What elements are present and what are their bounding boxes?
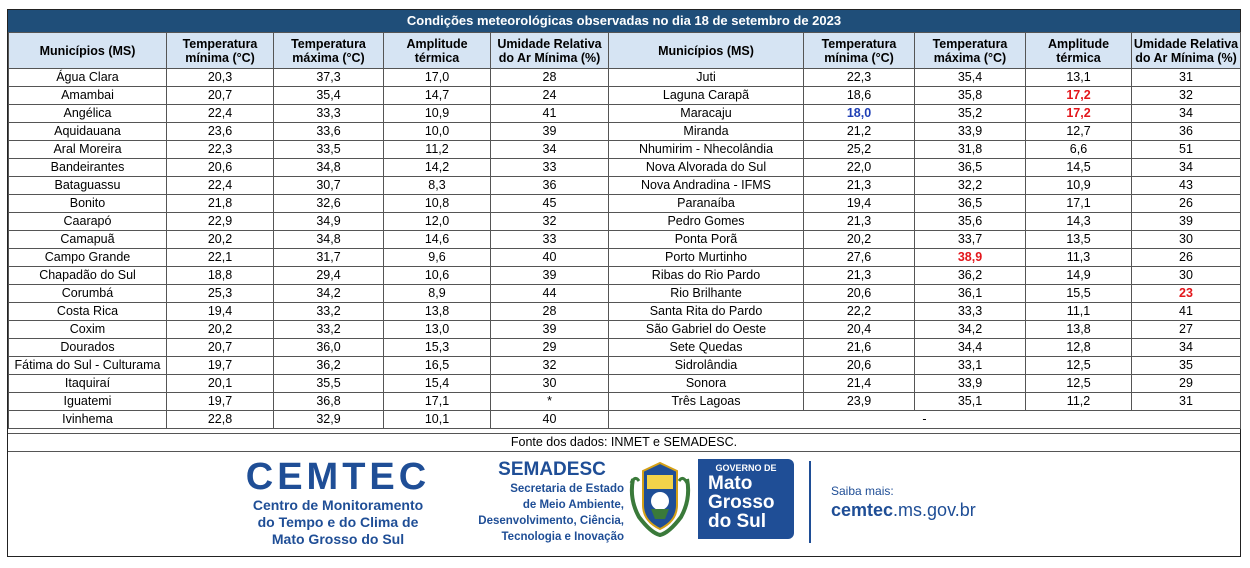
left-tmax-cell: 33,2: [274, 321, 384, 339]
right-tmax-cell: 38,9: [915, 249, 1026, 267]
semadesc-line1: Secretaria de Estado: [510, 483, 624, 495]
right-umidade-cell: 32: [1132, 87, 1241, 105]
table-row: [9, 357, 1241, 375]
governo-line2: Grosso: [708, 492, 775, 513]
left-municipio-cell: Aral Moreira: [9, 141, 167, 159]
right-municipio-cell: Três Lagoas: [609, 393, 804, 411]
right-tmin-cell: 19,4: [804, 195, 915, 213]
weather-table: [8, 32, 1241, 429]
governo-ms-logo: [698, 459, 794, 539]
right-tmin-cell: 23,9: [804, 393, 915, 411]
left-amplitude-cell: 13,8: [384, 303, 491, 321]
right-amplitude-cell: 13,8: [1026, 321, 1132, 339]
left-tmax-cell: 33,2: [274, 303, 384, 321]
left-municipio-cell: Dourados: [9, 339, 167, 357]
left-tmax-cell: 34,9: [274, 213, 384, 231]
right-tmin-cell: 21,2: [804, 123, 915, 141]
left-municipio-cell: Ivinhema: [9, 411, 167, 429]
right-municipio-cell: Pedro Gomes: [609, 213, 804, 231]
left-tmin-cell: 19,7: [167, 357, 274, 375]
right-municipio-cell: Nova Andradina - IFMS: [609, 177, 804, 195]
table-row: [9, 141, 1241, 159]
left-tmin-cell: 22,3: [167, 141, 274, 159]
right-umidade-cell: 29: [1132, 375, 1241, 393]
cemtec-logo-block: [238, 457, 438, 548]
cemtec-logo: CEMTEC: [245, 456, 431, 498]
left-tmin-cell: 20,2: [167, 321, 274, 339]
state-crest-icon: [625, 459, 695, 537]
left-municipio-cell: Angélica: [9, 105, 167, 123]
left-amplitude-cell: 11,2: [384, 141, 491, 159]
semadesc-line3: Desenvolvimento, Ciência,: [478, 515, 624, 527]
left-amplitude-cell: 10,9: [384, 105, 491, 123]
right-municipio-cell: Porto Murtinho: [609, 249, 804, 267]
right-municipio-cell: Rio Brilhante: [609, 285, 804, 303]
right-amplitude-cell: 14,9: [1026, 267, 1132, 285]
left-amplitude-cell: 15,4: [384, 375, 491, 393]
left-tmin-cell: 25,3: [167, 285, 274, 303]
left-municipio-cell: Fátima do Sul - Culturama: [9, 357, 167, 375]
report-title: Condições meteorológicas observadas no dia 18 de setembro de 2023: [8, 10, 1240, 32]
report-frame: [7, 9, 1241, 557]
left-tmin-cell: 19,7: [167, 393, 274, 411]
left-amplitude-cell: 12,0: [384, 213, 491, 231]
right-amplitude-cell: 12,5: [1026, 375, 1132, 393]
header-tmax-right: Temperatura máxima (°C): [915, 33, 1026, 69]
right-municipio-cell: Santa Rita do Pardo: [609, 303, 804, 321]
right-umidade-cell: 26: [1132, 249, 1241, 267]
left-tmin-cell: 22,8: [167, 411, 274, 429]
right-tmin-cell: 20,6: [804, 357, 915, 375]
left-tmin-cell: 23,6: [167, 123, 274, 141]
left-municipio-cell: Costa Rica: [9, 303, 167, 321]
left-umidade-cell: 33: [491, 231, 609, 249]
right-empty-cell: -: [609, 411, 1241, 429]
right-tmax-cell: 36,5: [915, 159, 1026, 177]
left-umidade-cell: 29: [491, 339, 609, 357]
left-municipio-cell: Caarapó: [9, 213, 167, 231]
left-tmin-cell: 20,1: [167, 375, 274, 393]
right-amplitude-cell: 11,2: [1026, 393, 1132, 411]
left-umidade-cell: 41: [491, 105, 609, 123]
table-row: [9, 249, 1241, 267]
left-umidade-cell: 28: [491, 303, 609, 321]
left-tmax-cell: 34,8: [274, 231, 384, 249]
table-row: [9, 159, 1241, 177]
left-amplitude-cell: 8,3: [384, 177, 491, 195]
left-umidade-cell: 34: [491, 141, 609, 159]
left-tmax-cell: 35,4: [274, 87, 384, 105]
left-municipio-cell: Iguatemi: [9, 393, 167, 411]
left-tmax-cell: 30,7: [274, 177, 384, 195]
left-municipio-cell: Água Clara: [9, 69, 167, 87]
right-umidade-cell: 41: [1132, 303, 1241, 321]
table-row: [9, 411, 1241, 429]
left-umidade-cell: 24: [491, 87, 609, 105]
left-municipio-cell: Bonito: [9, 195, 167, 213]
data-source: Fonte dos dados: INMET e SEMADESC.: [8, 433, 1240, 452]
left-tmin-cell: 22,4: [167, 105, 274, 123]
right-municipio-cell: Nova Alvorada do Sul: [609, 159, 804, 177]
right-tmin-cell: 18,0: [804, 105, 915, 123]
left-umidade-cell: 32: [491, 357, 609, 375]
left-tmax-cell: 34,2: [274, 285, 384, 303]
table-row: [9, 321, 1241, 339]
right-umidade-cell: 23: [1132, 285, 1241, 303]
right-amplitude-cell: 14,5: [1026, 159, 1132, 177]
left-tmax-cell: 36,0: [274, 339, 384, 357]
right-tmin-cell: 27,6: [804, 249, 915, 267]
semadesc-logo-block: [460, 459, 624, 545]
right-amplitude-cell: 11,3: [1026, 249, 1132, 267]
right-tmax-cell: 35,4: [915, 69, 1026, 87]
left-tmin-cell: 20,3: [167, 69, 274, 87]
left-municipio-cell: Bandeirantes: [9, 159, 167, 177]
right-municipio-cell: Ponta Porã: [609, 231, 804, 249]
left-amplitude-cell: 14,2: [384, 159, 491, 177]
right-tmax-cell: 33,1: [915, 357, 1026, 375]
right-umidade-cell: 43: [1132, 177, 1241, 195]
right-municipio-cell: Nhumirim - Nhecolândia: [609, 141, 804, 159]
left-tmax-cell: 36,2: [274, 357, 384, 375]
left-municipio-cell: Coxim: [9, 321, 167, 339]
header-amplitude-right: Amplitude térmica: [1026, 33, 1132, 69]
left-tmax-cell: 35,5: [274, 375, 384, 393]
left-tmin-cell: 20,2: [167, 231, 274, 249]
left-amplitude-cell: 14,7: [384, 87, 491, 105]
right-tmax-cell: 34,4: [915, 339, 1026, 357]
right-tmin-cell: 22,0: [804, 159, 915, 177]
right-amplitude-cell: 17,1: [1026, 195, 1132, 213]
right-amplitude-cell: 11,1: [1026, 303, 1132, 321]
saiba-mais-block: [831, 483, 976, 521]
governo-line3: do Sul: [708, 511, 767, 532]
website-rest: .ms.gov.br: [893, 500, 976, 520]
right-tmax-cell: 33,9: [915, 123, 1026, 141]
left-umidade-cell: 40: [491, 249, 609, 267]
left-tmax-cell: 36,8: [274, 393, 384, 411]
right-amplitude-cell: 13,5: [1026, 231, 1132, 249]
right-tmin-cell: 21,4: [804, 375, 915, 393]
right-tmax-cell: 31,8: [915, 141, 1026, 159]
left-tmin-cell: 20,7: [167, 87, 274, 105]
right-tmax-cell: 33,9: [915, 375, 1026, 393]
right-amplitude-cell: 12,8: [1026, 339, 1132, 357]
left-municipio-cell: Campo Grande: [9, 249, 167, 267]
right-tmax-cell: 36,5: [915, 195, 1026, 213]
right-tmax-cell: 32,2: [915, 177, 1026, 195]
right-tmin-cell: 21,3: [804, 177, 915, 195]
header-umidade-right: Umidade Relativa do Ar Mínima (%): [1132, 33, 1241, 69]
right-umidade-cell: 27: [1132, 321, 1241, 339]
right-municipio-cell: Sete Quedas: [609, 339, 804, 357]
website-bold: cemtec: [831, 500, 894, 520]
left-tmax-cell: 33,6: [274, 123, 384, 141]
left-umidade-cell: 39: [491, 267, 609, 285]
right-municipio-cell: Juti: [609, 69, 804, 87]
governo-line1: Mato: [708, 473, 753, 494]
table-header-row: [9, 33, 1241, 69]
left-municipio-cell: Chapadão do Sul: [9, 267, 167, 285]
left-umidade-cell: 28: [491, 69, 609, 87]
left-tmin-cell: 21,8: [167, 195, 274, 213]
left-tmax-cell: 31,7: [274, 249, 384, 267]
left-tmin-cell: 20,7: [167, 339, 274, 357]
right-amplitude-cell: 12,7: [1026, 123, 1132, 141]
footer-logos: [8, 451, 1240, 557]
left-amplitude-cell: 8,9: [384, 285, 491, 303]
semadesc-name: SEMADESC: [498, 459, 606, 480]
table-row: [9, 105, 1241, 123]
divider-line: [809, 461, 811, 543]
right-tmin-cell: 21,3: [804, 213, 915, 231]
left-umidade-cell: 40: [491, 411, 609, 429]
right-amplitude-cell: 12,5: [1026, 357, 1132, 375]
right-umidade-cell: 34: [1132, 339, 1241, 357]
left-municipio-cell: Itaquiraí: [9, 375, 167, 393]
table-row: [9, 213, 1241, 231]
table-row: [9, 303, 1241, 321]
semadesc-line4: Tecnologia e Inovação: [501, 531, 624, 543]
left-tmin-cell: 22,9: [167, 213, 274, 231]
table-row: [9, 285, 1241, 303]
left-amplitude-cell: 10,0: [384, 123, 491, 141]
right-tmax-cell: 35,1: [915, 393, 1026, 411]
left-umidade-cell: 36: [491, 177, 609, 195]
right-amplitude-cell: 15,5: [1026, 285, 1132, 303]
right-tmin-cell: 20,6: [804, 285, 915, 303]
left-amplitude-cell: 9,6: [384, 249, 491, 267]
right-amplitude-cell: 6,6: [1026, 141, 1132, 159]
table-row: [9, 87, 1241, 105]
right-tmax-cell: 33,7: [915, 231, 1026, 249]
right-umidade-cell: 39: [1132, 213, 1241, 231]
left-tmin-cell: 22,1: [167, 249, 274, 267]
left-amplitude-cell: 17,0: [384, 69, 491, 87]
right-tmin-cell: 21,6: [804, 339, 915, 357]
right-umidade-cell: 34: [1132, 105, 1241, 123]
left-umidade-cell: 30: [491, 375, 609, 393]
left-tmax-cell: 33,3: [274, 105, 384, 123]
left-umidade-cell: 32: [491, 213, 609, 231]
table-row: [9, 123, 1241, 141]
left-municipio-cell: Amambai: [9, 87, 167, 105]
right-amplitude-cell: 17,2: [1026, 105, 1132, 123]
right-tmin-cell: 20,4: [804, 321, 915, 339]
right-umidade-cell: 51: [1132, 141, 1241, 159]
cemtec-line3: Mato Grosso do Sul: [271, 531, 405, 547]
governo-small-label: GOVERNO DE: [715, 463, 777, 473]
left-umidade-cell: 39: [491, 123, 609, 141]
table-row: [9, 177, 1241, 195]
left-municipio-cell: Corumbá: [9, 285, 167, 303]
right-municipio-cell: Sonora: [609, 375, 804, 393]
left-amplitude-cell: 17,1: [384, 393, 491, 411]
right-amplitude-cell: 10,9: [1026, 177, 1132, 195]
right-tmin-cell: 18,6: [804, 87, 915, 105]
right-tmin-cell: 22,3: [804, 69, 915, 87]
right-amplitude-cell: 14,3: [1026, 213, 1132, 231]
header-amplitude-left: Amplitude térmica: [384, 33, 491, 69]
left-tmin-cell: 19,4: [167, 303, 274, 321]
table-row: [9, 339, 1241, 357]
right-tmax-cell: 36,1: [915, 285, 1026, 303]
right-municipio-cell: Paranaíba: [609, 195, 804, 213]
table-row: [9, 69, 1241, 87]
header-municipio-left: Municípios (MS): [9, 33, 167, 69]
left-municipio-cell: Bataguassu: [9, 177, 167, 195]
semadesc-line2: de Meio Ambiente,: [522, 499, 624, 511]
left-amplitude-cell: 16,5: [384, 357, 491, 375]
right-municipio-cell: Ribas do Rio Pardo: [609, 267, 804, 285]
left-tmin-cell: 20,6: [167, 159, 274, 177]
right-umidade-cell: 34: [1132, 159, 1241, 177]
left-amplitude-cell: 15,3: [384, 339, 491, 357]
website-link[interactable]: [831, 499, 976, 521]
left-tmax-cell: 32,6: [274, 195, 384, 213]
left-tmax-cell: 37,3: [274, 69, 384, 87]
right-municipio-cell: São Gabriel do Oeste: [609, 321, 804, 339]
left-umidade-cell: 39: [491, 321, 609, 339]
right-umidade-cell: 35: [1132, 357, 1241, 375]
left-tmin-cell: 18,8: [167, 267, 274, 285]
right-tmax-cell: 35,2: [915, 105, 1026, 123]
right-municipio-cell: Miranda: [609, 123, 804, 141]
left-tmin-cell: 22,4: [167, 177, 274, 195]
right-municipio-cell: Sidrolândia: [609, 357, 804, 375]
left-amplitude-cell: 10,6: [384, 267, 491, 285]
right-tmax-cell: 36,2: [915, 267, 1026, 285]
table-row: [9, 393, 1241, 411]
right-tmax-cell: 33,3: [915, 303, 1026, 321]
right-tmin-cell: 21,3: [804, 267, 915, 285]
right-umidade-cell: 30: [1132, 267, 1241, 285]
header-tmax-left: Temperatura máxima (°C): [274, 33, 384, 69]
table-body: [9, 69, 1241, 429]
right-municipio-cell: Laguna Carapã: [609, 87, 804, 105]
left-tmax-cell: 34,8: [274, 159, 384, 177]
left-tmax-cell: 32,9: [274, 411, 384, 429]
right-amplitude-cell: 17,2: [1026, 87, 1132, 105]
right-tmin-cell: 22,2: [804, 303, 915, 321]
right-municipio-cell: Maracaju: [609, 105, 804, 123]
saiba-mais-label: Saiba mais:: [831, 484, 894, 498]
header-tmin-right: Temperatura mínima (°C): [804, 33, 915, 69]
right-tmax-cell: 35,6: [915, 213, 1026, 231]
table-row: [9, 195, 1241, 213]
left-umidade-cell: 33: [491, 159, 609, 177]
left-umidade-cell: 44: [491, 285, 609, 303]
left-amplitude-cell: 10,8: [384, 195, 491, 213]
left-umidade-cell: 45: [491, 195, 609, 213]
header-municipio-right: Municípios (MS): [609, 33, 804, 69]
right-amplitude-cell: 13,1: [1026, 69, 1132, 87]
table-row: [9, 231, 1241, 249]
right-tmax-cell: 34,2: [915, 321, 1026, 339]
right-umidade-cell: 30: [1132, 231, 1241, 249]
right-umidade-cell: 36: [1132, 123, 1241, 141]
cemtec-line2: do Tempo e do Clima de: [257, 514, 419, 530]
right-tmin-cell: 25,2: [804, 141, 915, 159]
left-amplitude-cell: 14,6: [384, 231, 491, 249]
right-tmax-cell: 35,8: [915, 87, 1026, 105]
left-amplitude-cell: 13,0: [384, 321, 491, 339]
left-tmax-cell: 33,5: [274, 141, 384, 159]
left-municipio-cell: Aquidauana: [9, 123, 167, 141]
header-tmin-left: Temperatura mínima (°C): [167, 33, 274, 69]
left-tmax-cell: 29,4: [274, 267, 384, 285]
left-amplitude-cell: 10,1: [384, 411, 491, 429]
table-row: [9, 375, 1241, 393]
left-municipio-cell: Camapuã: [9, 231, 167, 249]
right-umidade-cell: 31: [1132, 69, 1241, 87]
right-umidade-cell: 26: [1132, 195, 1241, 213]
header-umidade-left: Umidade Relativa do Ar Mínima (%): [491, 33, 609, 69]
left-umidade-cell: *: [491, 393, 609, 411]
right-umidade-cell: 31: [1132, 393, 1241, 411]
table-row: [9, 267, 1241, 285]
right-tmin-cell: 20,2: [804, 231, 915, 249]
cemtec-line1: Centro de Monitoramento: [252, 497, 424, 513]
